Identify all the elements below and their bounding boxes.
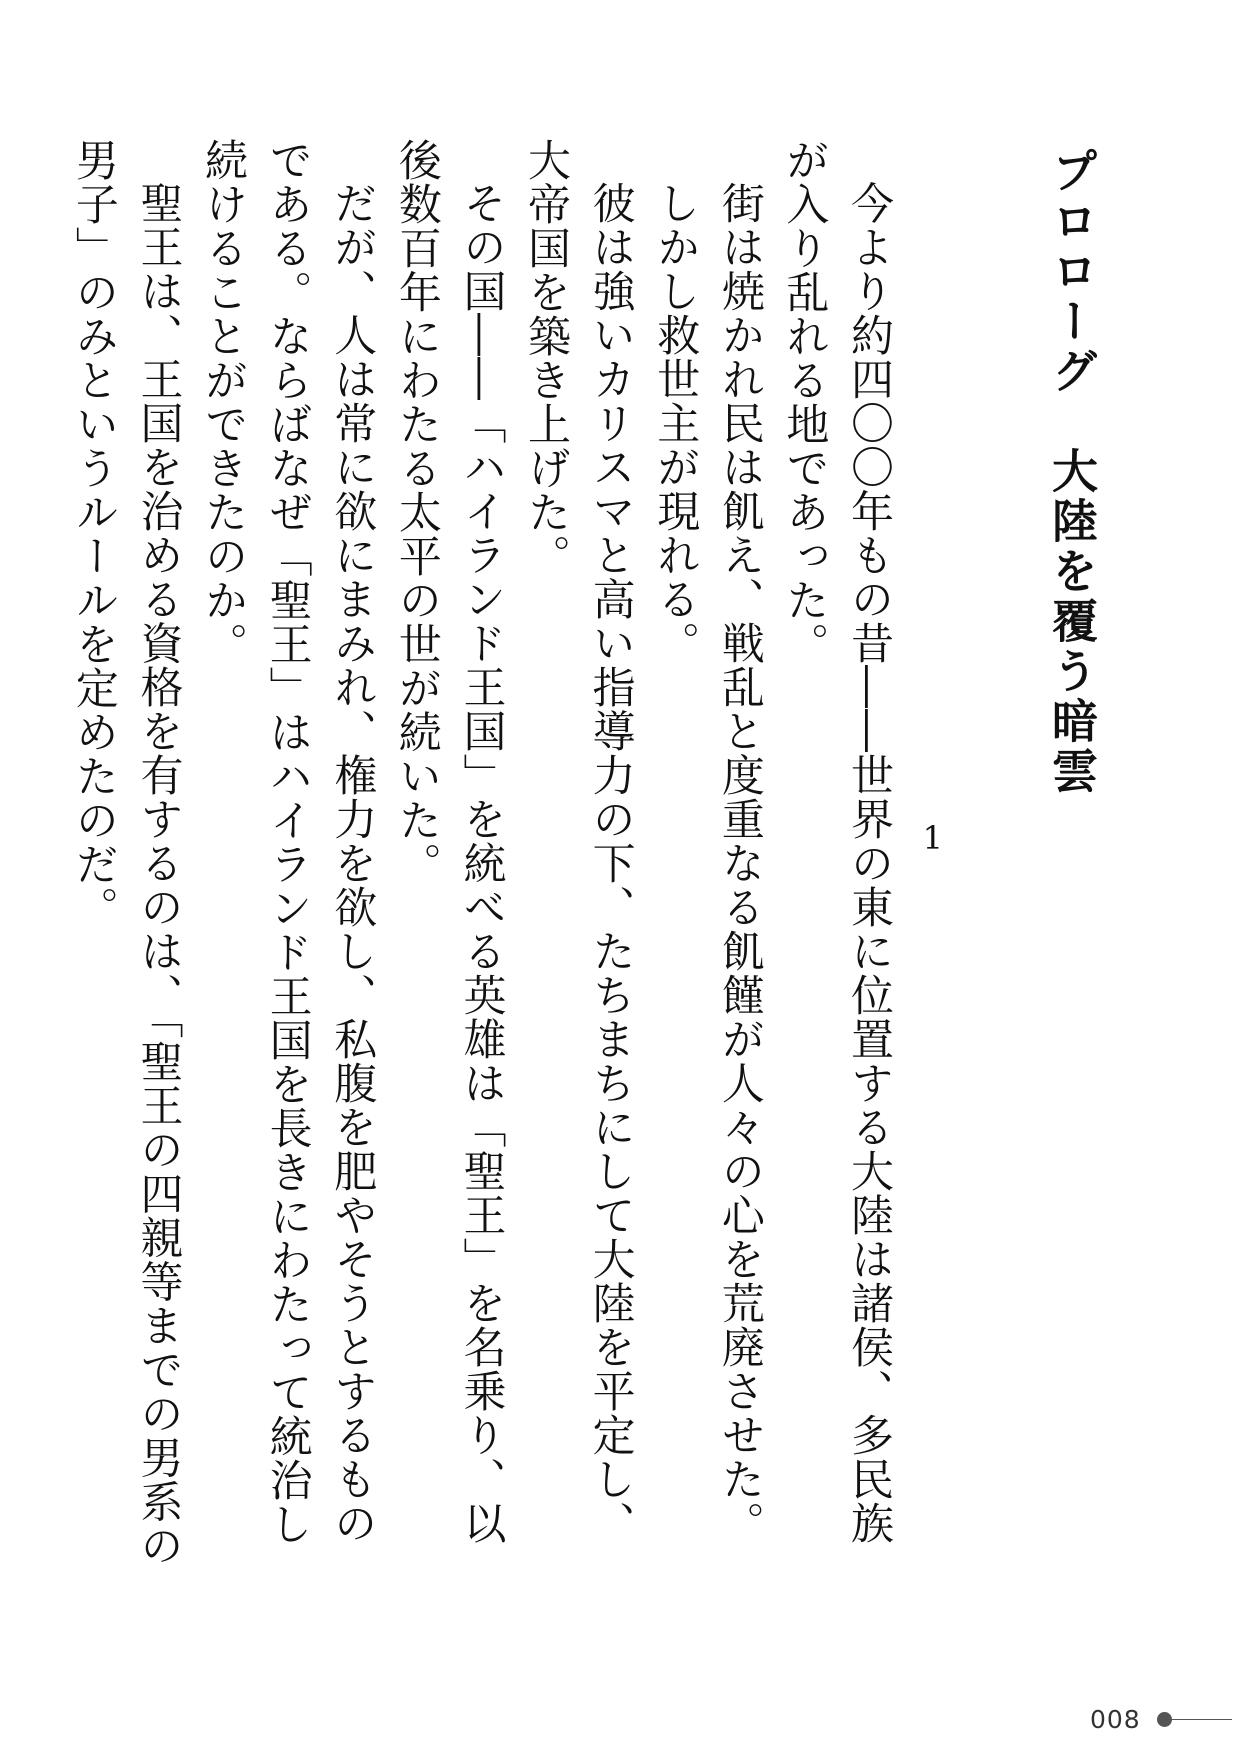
paragraph: 彼は強いカリスマと高い指導力の下、たちまちにして大陸を平定し、大帝国を築き上げた。 <box>521 138 636 1545</box>
page-number-footer <box>1090 1705 1232 1734</box>
body-text <box>61 138 901 1578</box>
paragraph: しかし救世主が現れる。 <box>650 181 701 665</box>
paragraph: 聖王は、王国を治める資格を有するのは、「聖王の四親等までの男系の男子」のみというルールを定めたのだ。 <box>68 138 184 1568</box>
chapter-title: 大陸を覆う暗雲 <box>1045 447 1099 797</box>
paragraph: 街は焼かれ民は飢え、戦乱と度重なる飢饉が人々の心を荒廃させた。 <box>714 181 765 1545</box>
section-number: 1 <box>922 819 943 857</box>
page-number: 008 <box>1090 1705 1141 1734</box>
paragraph: だが、人は常に欲にまみれ、権力を欲し、私腹を肥やそうとするものである。ならばなぜ「聖王」はハイランド王国を長きにわたって統治し続けることができたのか。 <box>198 138 378 1546</box>
chapter-heading <box>1046 147 1098 797</box>
folio-dot-icon <box>1157 1712 1172 1727</box>
paragraph: 今より約四〇〇年もの昔――世界の東に位置する大陸は諸侯、多民族が入り乱れる地であった。 <box>779 138 894 1545</box>
folio-rule <box>1172 1719 1232 1720</box>
paragraph: その国――「ハイランド王国」を統べる英雄は「聖王」を名乗り、以後数百年にわたる太平の世が続いた。 <box>391 138 507 1545</box>
chapter-label: プロローグ <box>1045 147 1099 397</box>
